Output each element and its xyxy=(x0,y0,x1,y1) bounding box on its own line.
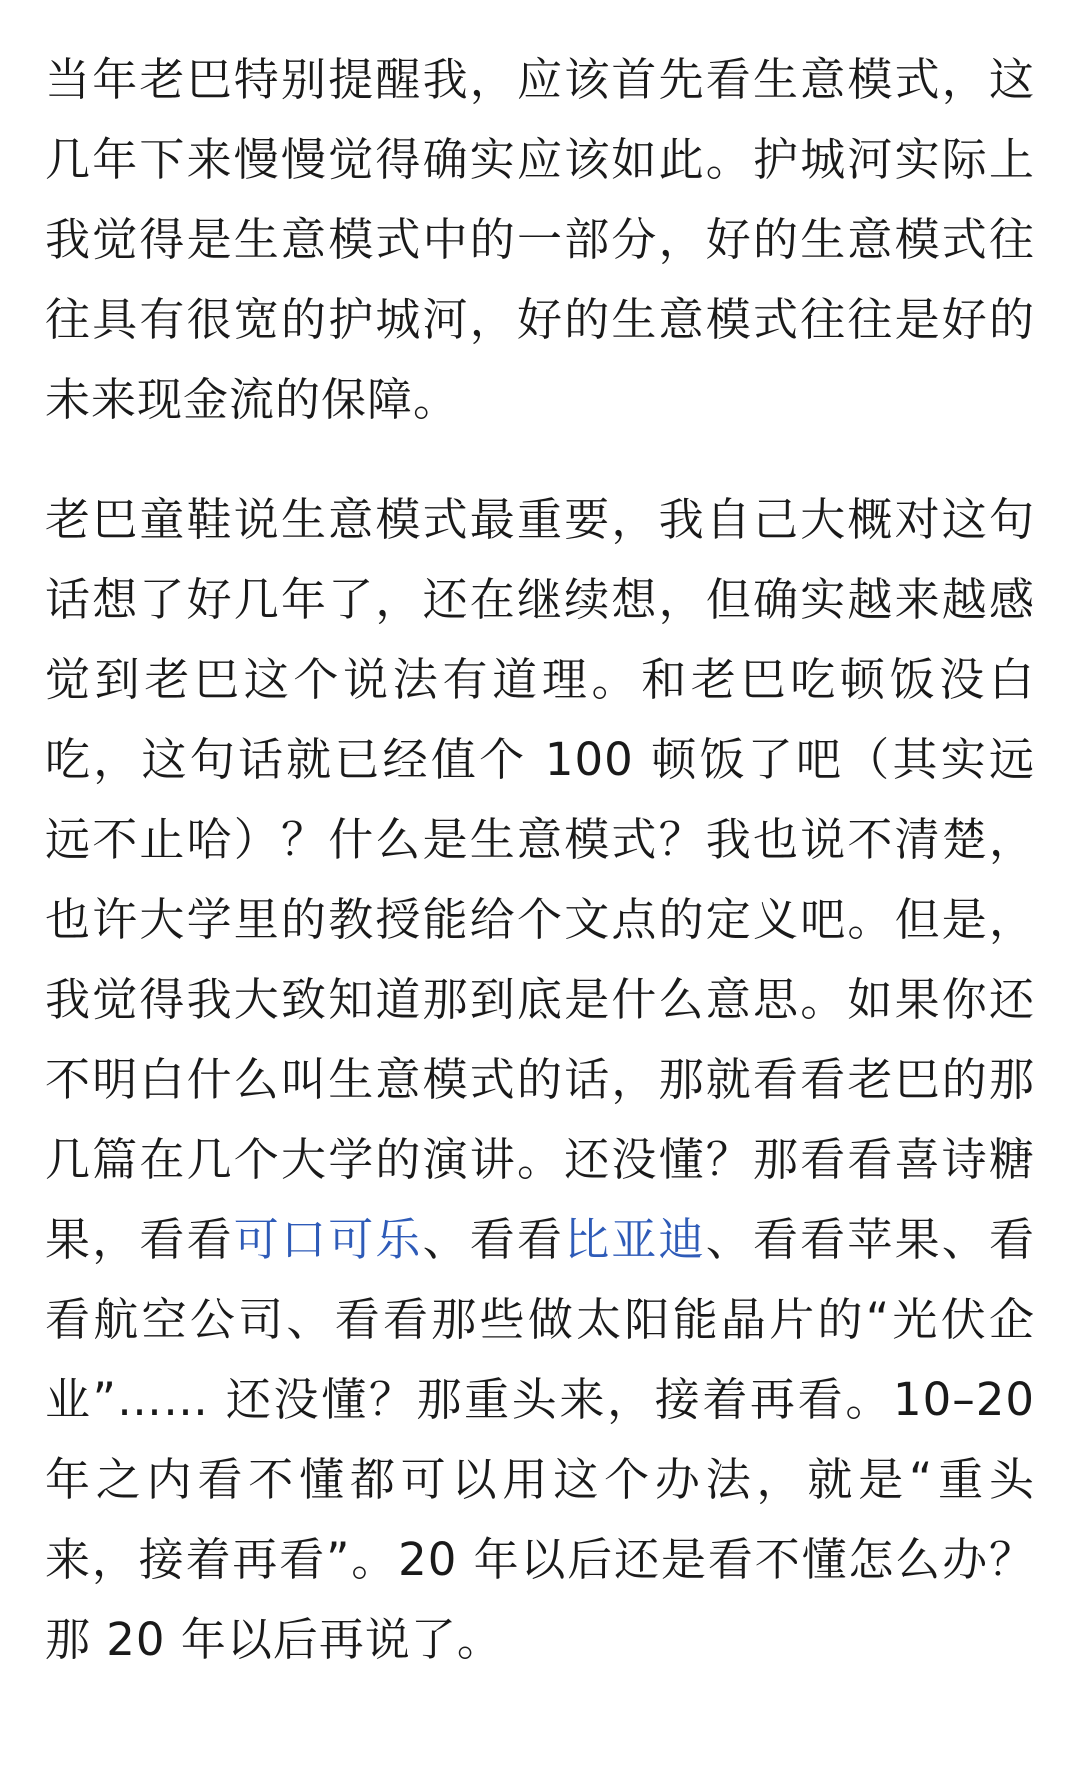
text-segment: 、看看苹果、看看航空公司、看看那些做太阳能晶片的“光伏企业”…… 还没懂？那重头来，接着再看。10–20 年之内看不懂都可以用这个办法，就是“重头来，接着再看”。20 年以后还是看不懂怎么办？那 20 年以后再说了。 xyxy=(45,1213,1035,1666)
text-segment: 、看看 xyxy=(422,1213,565,1266)
link-byd[interactable]: 比亚迪 xyxy=(564,1213,706,1266)
paragraph xyxy=(45,480,1035,1680)
article-body xyxy=(45,40,1035,1680)
text-segment: 当年老巴特别提醒我，应该首先看生意模式，这几年下来慢慢觉得确实应该如此。护城河实际上我觉得是生意模式中的一部分，好的生意模式往往具有很宽的护城河，好的生意模式往往是好的未来现金流的保障。 xyxy=(45,53,1035,426)
link-coca-cola[interactable]: 可口可乐 xyxy=(233,1213,423,1266)
text-segment: 老巴童鞋说生意模式最重要，我自己大概对这句话想了好几年了，还在继续想，但确实越来越感觉到老巴这个说法有道理。和老巴吃顿饭没白吃，这句话就已经值个 100 顿饭了吧（其实远远不止哈）？什么是生意模式？我也说不清楚，也许大学里的教授能给个文点的定义吧。但是，我觉得我大致知道那到底是什么意思。如果你还不明白什么叫生意模式的话，那就看看老巴的那几篇在几个大学的演讲。还没懂？那看看喜诗糖果，看看 xyxy=(45,493,1035,1266)
paragraph xyxy=(45,40,1035,440)
